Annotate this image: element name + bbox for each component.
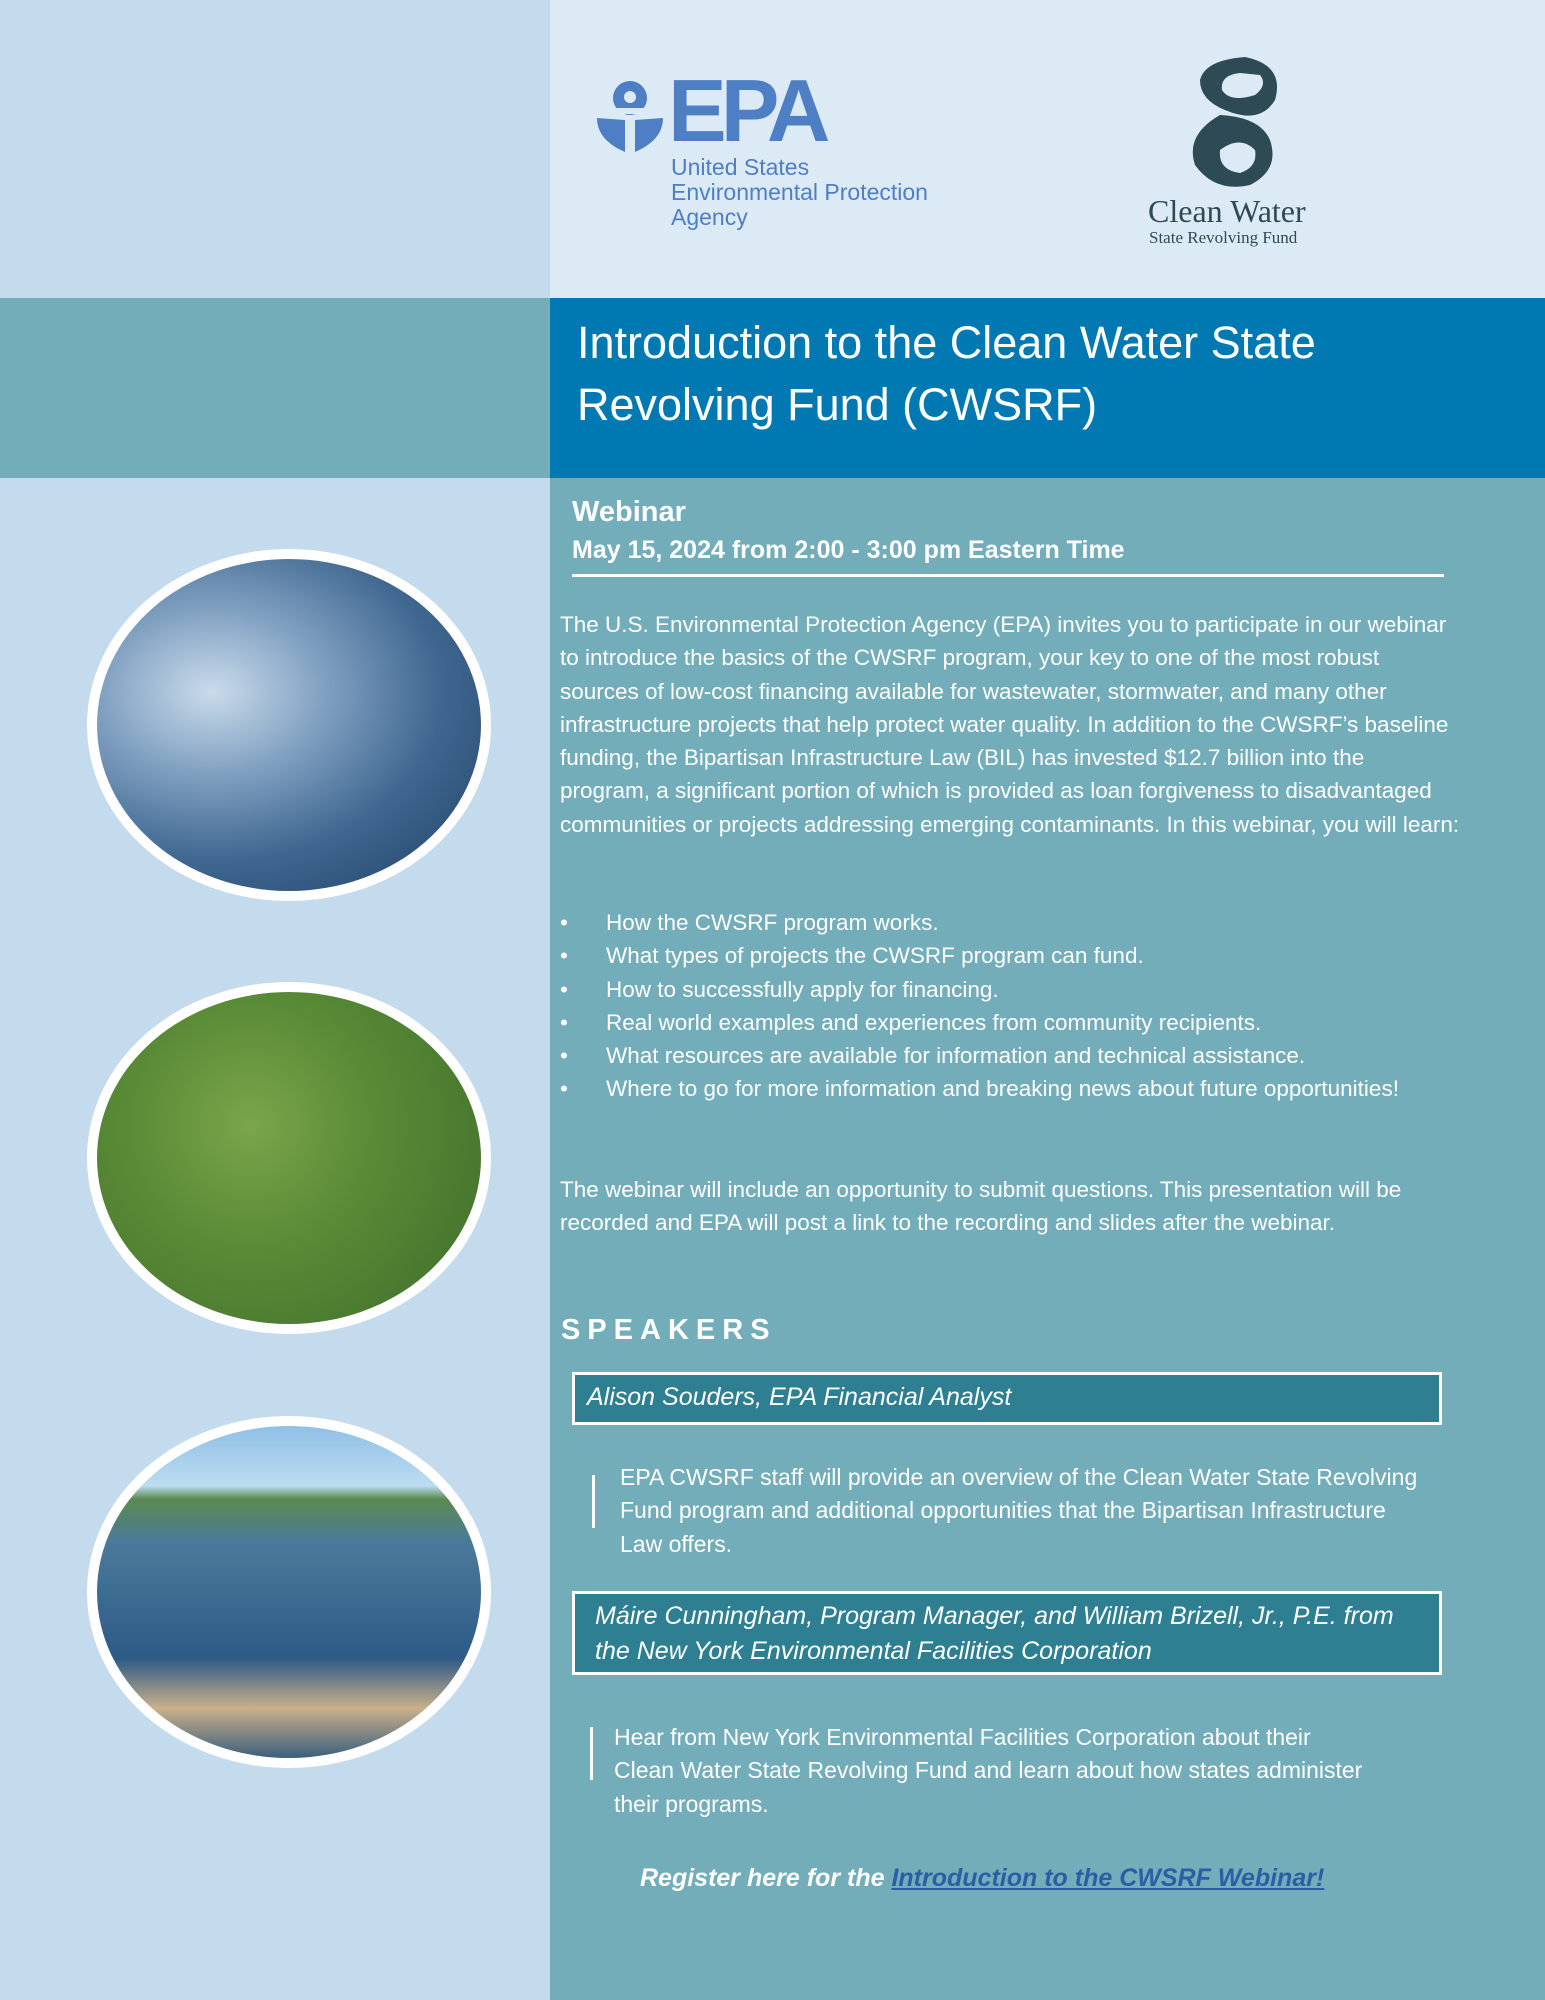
speaker-name: Alison Souders, EPA Financial Analyst [587, 1383, 1012, 1411]
wetland-aerial-photo [87, 982, 491, 1334]
speaker-box [572, 1372, 1442, 1425]
closing-paragraph: The webinar will include an opportunity to submit questions. This presentation will be recorded and EPA will post a link to the recording and slides after the webinar. [560, 1177, 1402, 1236]
cwsrf-fish-logo-icon [1180, 55, 1290, 195]
speakers-heading: SPEAKERS [561, 1314, 777, 1346]
speaker-box [572, 1591, 1442, 1675]
epa-sub-line: United States [671, 154, 810, 180]
register-line [640, 1864, 1324, 1893]
page-title: Introduction to the Clean Water State Revolving Fund (CWSRF) [577, 317, 1316, 430]
list-item: • How the CWSRF program works. [560, 906, 1460, 939]
speaker-description: Hear from New York Environmental Facilities Corporation about their Clean Water State Revolving Fund and learn about how states administer their programs. [614, 1724, 1363, 1817]
register-prefix: Register here for the [640, 1864, 892, 1892]
list-item: • What types of projects the CWSRF program can fund. [560, 939, 1460, 972]
divider [572, 574, 1444, 577]
register-link[interactable]: Introduction to the CWSRF Webinar! [891, 1864, 1325, 1892]
list-item: • What resources are available for information and technical assistance. [560, 1039, 1460, 1072]
pipes-photo [87, 549, 491, 901]
list-item: • Where to go for more information and breaking news about future opportunities! [560, 1072, 1460, 1105]
cwsrf-logo-name: Clean Water [1148, 193, 1306, 229]
epa-logo-wordmark: EPA [668, 61, 825, 160]
epa-sub-line: Environmental Protection [671, 179, 928, 205]
cwsrf-logo-subtitle: State Revolving Fund [1149, 228, 1298, 247]
speaker-description: EPA CWSRF staff will provide an overview of the Clean Water State Revolving Fund program and additional opportunities that the Bipartisan Infrastructure Law offers. [620, 1464, 1418, 1557]
speaker-name: Máire Cunningham, Program Manager, and William Brizell, Jr., P.E. from the New York Environmental Facilities Corporation [595, 1602, 1394, 1665]
intro-paragraph: The U.S. Environmental Protection Agency (EPA) invites you to participate in our webinar to introduce the basics of the CWSRF program, your key to one of the most robust sources of low-cost financing available for wastewater, stormwater, and many other infrastructure projects that help protect water quality. In addition to the CWSRF’s baseline funding, the Bipartisan Infrastructure Law (BIL) has invested $12.7 billion into the program, a significant portion of which is provided as loan forgiveness to disadvantaged communities or projects addressing emerging contaminants. In this webinar, you will learn: [560, 612, 1460, 837]
learning-list [560, 906, 1460, 1106]
epa-logo-subtitle [671, 155, 928, 230]
quote-bar [590, 1727, 593, 1780]
epa-flower-logo-icon [595, 80, 665, 155]
event-date: May 15, 2024 from 2:00 - 3:00 pm Eastern Time [572, 536, 1125, 564]
left-title-band [0, 298, 550, 478]
epa-sub-line: Agency [671, 204, 748, 230]
list-item: • Real world examples and experiences from community recipients. [560, 1006, 1460, 1039]
treatment-plant-photo [87, 1416, 491, 1768]
event-type: Webinar [572, 496, 686, 528]
quote-bar [592, 1475, 595, 1528]
left-header-panel [0, 0, 550, 298]
list-item: • How to successfully apply for financing. [560, 973, 1460, 1006]
